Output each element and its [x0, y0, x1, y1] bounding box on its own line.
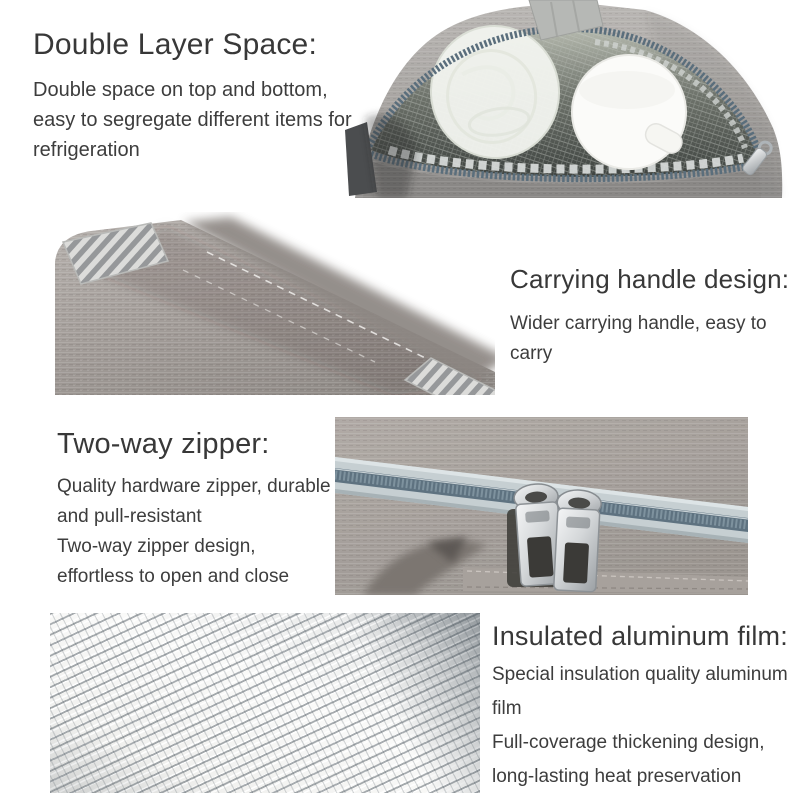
feature-body-line: and pull-resistant — [57, 506, 202, 527]
feature-body-line: Double space on top and bottom, — [33, 79, 328, 101]
feature-body-line: Two-way zipper design, — [57, 536, 256, 557]
feature-body — [33, 75, 352, 165]
feature-body-line: effortless to open and close — [57, 566, 290, 587]
feature-body-line: Special insulation quality aluminum — [492, 664, 788, 685]
feature-body-line: carry — [510, 343, 553, 364]
white-bottle-cap — [572, 55, 686, 169]
feature-body-line: easy to segregate different items for — [33, 109, 352, 131]
feature-insulated-aluminum-film — [492, 620, 788, 794]
feature-body-line: film — [492, 698, 522, 719]
feature-body-line: Wider carrying handle, easy to — [510, 313, 767, 334]
zipper-pull-icon — [553, 489, 602, 592]
feature-carrying-handle — [510, 264, 789, 369]
feature-heading: Carrying handle design: — [510, 264, 790, 294]
feature-body — [510, 309, 789, 369]
feature-body-line: Full-coverage thickening design, — [492, 732, 765, 753]
feature-body — [57, 472, 331, 592]
zipper-illustration — [335, 417, 748, 595]
feature-heading: Two-way zipper: — [57, 428, 270, 460]
carry-handle-photo — [55, 212, 495, 395]
feature-two-way-zipper — [57, 427, 331, 592]
open-bag-photo — [345, 0, 790, 198]
zipper-photo — [335, 417, 748, 595]
feature-heading: Insulated aluminum film: — [492, 621, 788, 651]
feature-body — [492, 658, 788, 794]
feature-body-line: refrigeration — [33, 139, 140, 161]
aluminum-film-photo — [50, 613, 480, 793]
feature-heading: Double Layer Space: — [33, 28, 317, 61]
open-bag-illustration — [345, 0, 790, 198]
feature-double-layer-space — [33, 27, 352, 165]
feature-body-line: long-lasting heat preservation — [492, 766, 742, 787]
carry-handle-illustration — [55, 212, 495, 395]
feature-body-line: Quality hardware zipper, durable — [57, 476, 331, 497]
